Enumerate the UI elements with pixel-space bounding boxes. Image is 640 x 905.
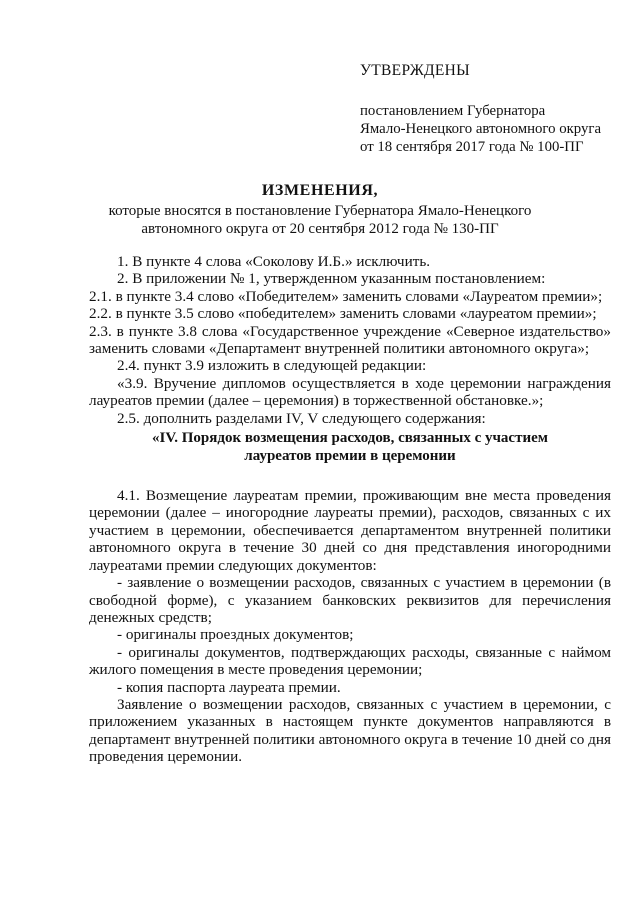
list-item: - оригиналы документов, подтверждающих расходы, связанные с наймом жилого помещения в месте проведения церемонии; <box>89 643 611 679</box>
paragraph-4-1: 4.1. Возмещение лауреатам премии, проживающим вне места проведения церемонии (далее – иногородние лауреаты премии), расходов, связанных с их участием в церемонии, обеспечивается департаментом внутренней политики автономного округа в течение 30 дней со дня представления иногородними лауреатами премии следующих документов: <box>89 487 611 574</box>
item-1: 1. В пункте 4 слова «Соколову И.Б.» исключить. <box>117 253 431 270</box>
item-2-1: 2.1. в пункте 3.4 слово «Победителем» заменить словами «Лауреатом премии»; <box>89 287 603 305</box>
list-item: - оригиналы проездных документов; <box>117 626 354 644</box>
document-title: ИЗМЕНЕНИЯ, <box>261 182 379 199</box>
list-item: - заявление о возмещении расходов, связанных с участием в церемонии (в свободной форме), с указанием банковских реквизитов для перечисления денежных средств; <box>89 574 611 626</box>
section-title-line: лауреатов премии в церемонии <box>244 448 456 465</box>
paragraph-application: Заявление о возмещении расходов, связанных с участием в церемонии, с приложением указанных в настоящем пункте документов направляются в департамент внутренней политики автономного округа в течение 10 дней со дня проведения церемонии. <box>89 695 611 766</box>
subtitle-line: автономного округа от 20 сентября 2012 года № 130-ПГ <box>141 221 499 237</box>
approval-line: от 18 сентября 2017 года № 100-ПГ <box>360 139 584 155</box>
item-3-9-quote: «3.9. Вручение дипломов осуществляется в ходе церемонии награждения лауреатов премии (далее – церемония) в торжественной обстановке.»; <box>89 374 611 410</box>
document-body <box>89 253 611 766</box>
subtitle-line: которые вносятся в постановление Губернатора Ямало-Ненецкого <box>108 203 532 219</box>
item-2-5: 2.5. дополнить разделами IV, V следующего содержания: <box>117 409 486 427</box>
item-2-3: 2.3. в пункте 3.8 слова «Государственное учреждение «Северное издательство» заменить словами «Департамент внутренней политики автономного округа»; <box>89 322 611 358</box>
list-item: - копия паспорта лауреата премии. <box>117 678 341 696</box>
approval-line: постановлением Губернатора <box>360 103 546 119</box>
document-subtitle <box>0 202 640 238</box>
item-2: 2. В приложении № 1, утвержденном указанным постановлением: <box>117 270 546 288</box>
approval-title: УТВЕРЖДЕНЫ <box>360 62 470 79</box>
item-2-2: 2.2. в пункте 3.5 слово «победителем» заменить словами «лауреатом премии»; <box>89 305 597 323</box>
section-title <box>89 429 611 465</box>
approval-line: Ямало-Ненецкого автономного округа <box>360 121 602 137</box>
approval-block <box>360 102 601 156</box>
item-2-4: 2.4. пункт 3.9 изложить в следующей редакции: <box>117 357 427 375</box>
section-title-line: «IV. Порядок возмещения расходов, связанных с участием <box>152 430 548 447</box>
